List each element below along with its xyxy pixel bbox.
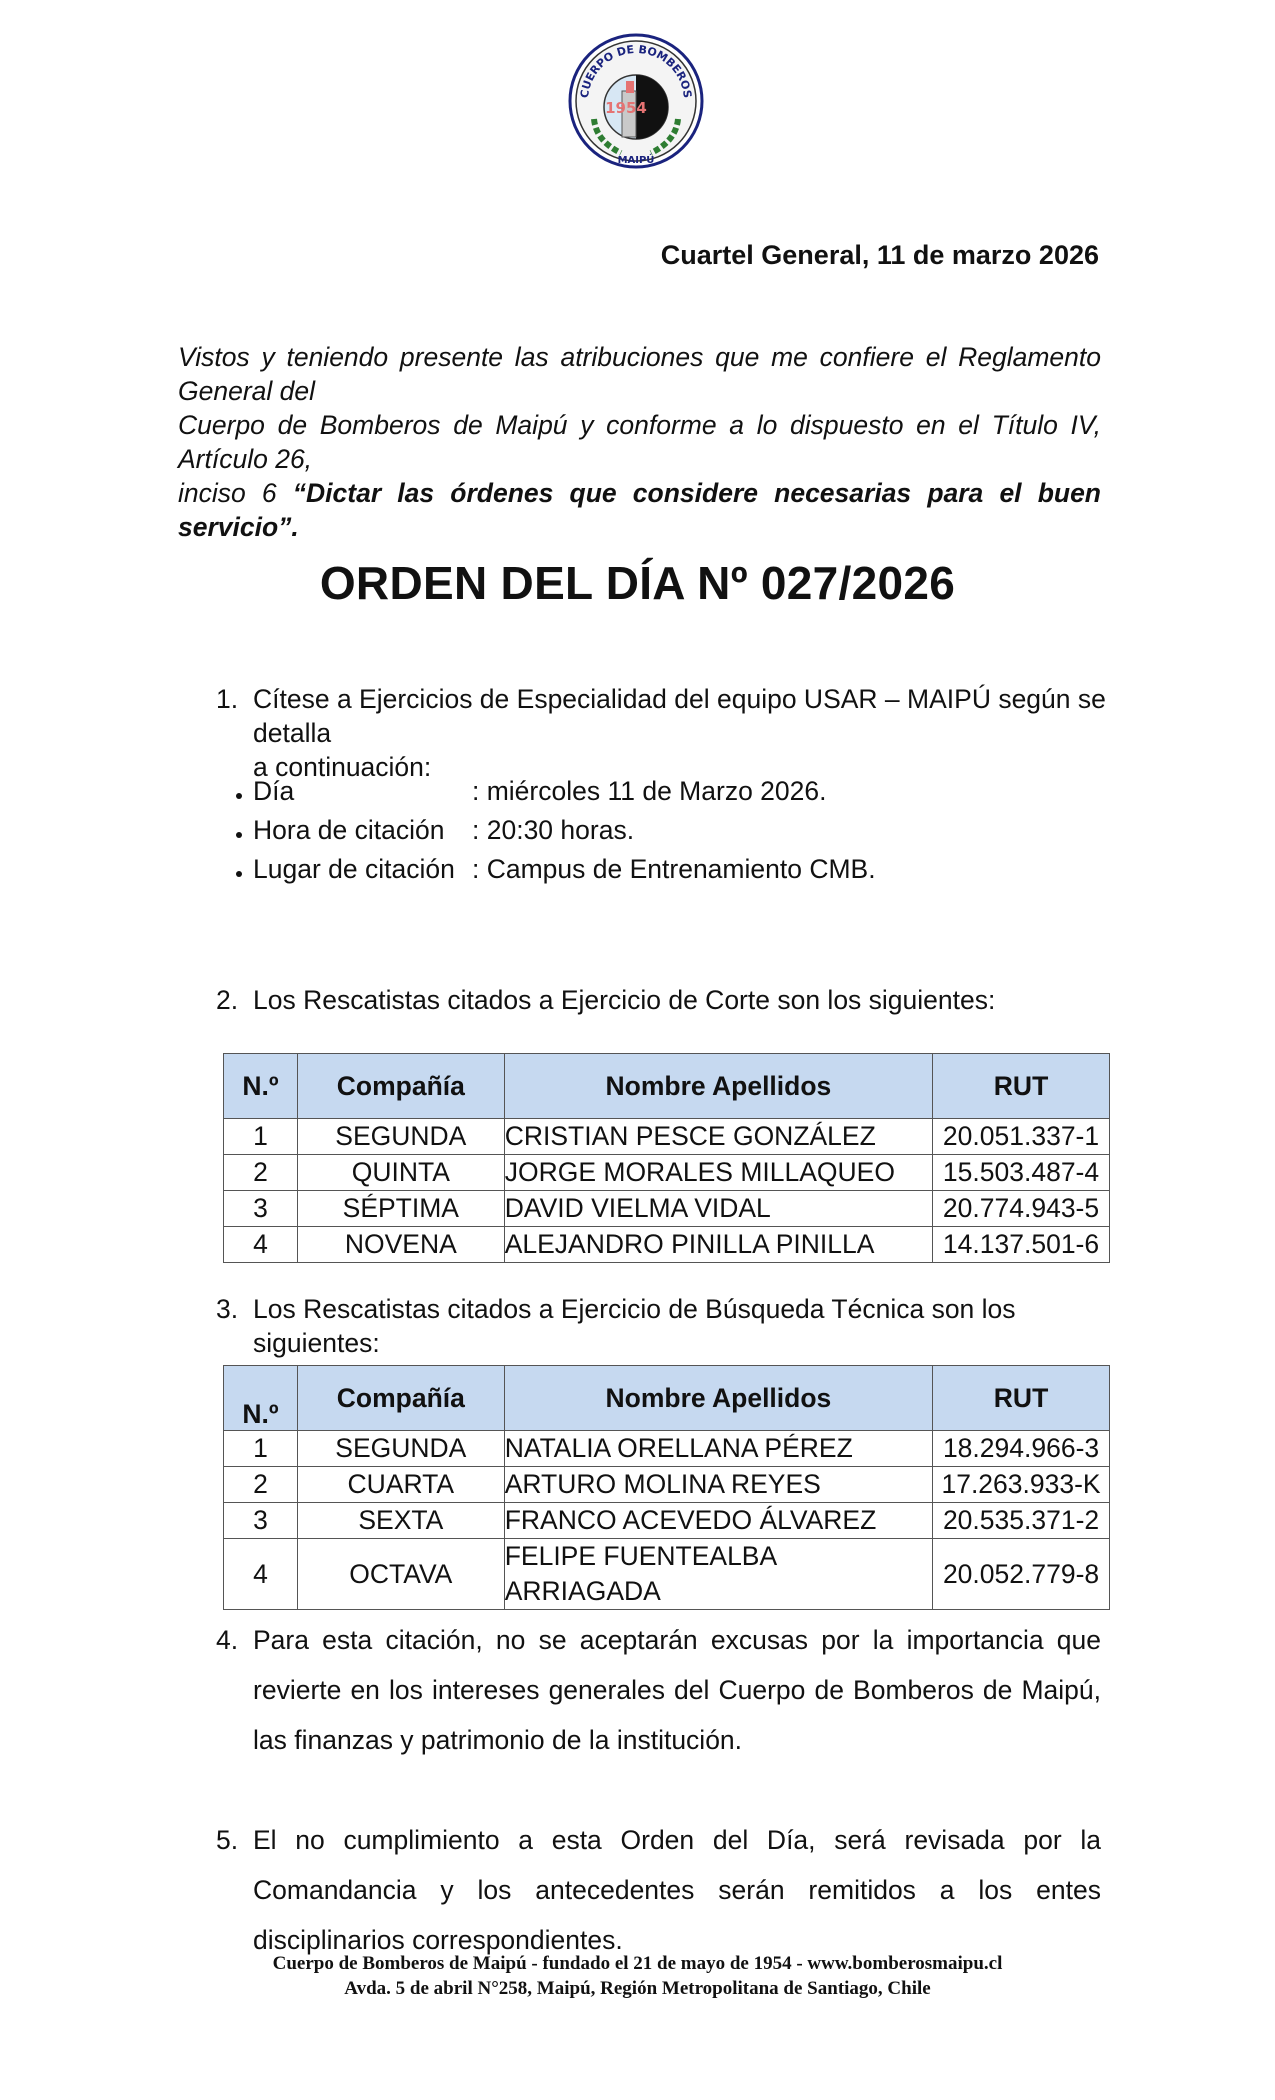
fire-department-logo bbox=[566, 31, 706, 171]
svg-text:1954: 1954 bbox=[605, 99, 647, 117]
search-exercise-table bbox=[223, 1365, 1110, 1610]
table-row bbox=[224, 1467, 1110, 1503]
footer-line-1: Cuerpo de Bomberos de Maipú - fundado el 21 de mayo de 1954 - www.bomberosmaipu.cl bbox=[272, 1953, 1003, 1974]
item-4 bbox=[216, 1615, 1101, 1765]
detail-label: Lugar de citación bbox=[253, 854, 455, 884]
bullet-icon bbox=[236, 871, 242, 877]
header-rut: RUT bbox=[933, 1054, 1110, 1119]
detail-label: Día bbox=[253, 776, 295, 806]
table-row bbox=[224, 1191, 1110, 1227]
preamble-quote: “Dictar las órdenes que considere necesarias para el buen servicio”. bbox=[178, 478, 1101, 542]
cell-company: SEGUNDA bbox=[297, 1119, 504, 1155]
cell-company: CUARTA bbox=[297, 1467, 504, 1503]
cell-name: ARTURO MOLINA REYES bbox=[504, 1467, 932, 1503]
cell-rut: 17.263.933-K bbox=[933, 1467, 1110, 1503]
detail-label: Hora de citación bbox=[253, 815, 445, 845]
cell-number: 4 bbox=[224, 1539, 298, 1610]
table-row bbox=[224, 1155, 1110, 1191]
cell-number: 1 bbox=[224, 1431, 298, 1467]
cell-name: CRISTIAN PESCE GONZÁLEZ bbox=[504, 1119, 932, 1155]
date-line: Cuartel General, 11 de marzo 2026 bbox=[660, 240, 1099, 270]
bullet-icon bbox=[236, 832, 242, 838]
item-2-number: 2. bbox=[216, 985, 239, 1015]
preamble-line-1: Vistos y teniendo presente las atribuciones que me confiere el Reglamento General del bbox=[178, 342, 1101, 406]
table-row bbox=[224, 1539, 1110, 1610]
item-4-text: Para esta citación, no se aceptarán excusas por la importancia que revierte en los intereses generales del Cuerpo de Bomberos de Maipú, las finanzas y patrimonio de la institución. bbox=[253, 1625, 1101, 1755]
detail-value: : 20:30 horas. bbox=[472, 815, 635, 845]
header-number: N.º bbox=[224, 1054, 298, 1119]
cell-number: 2 bbox=[224, 1155, 298, 1191]
item-5-number: 5. bbox=[216, 1825, 239, 1855]
page-title: ORDEN DEL DÍA Nº 027/2026 bbox=[319, 557, 956, 609]
item-1 bbox=[216, 682, 1116, 782]
cell-number: 2 bbox=[224, 1467, 298, 1503]
table-row bbox=[224, 1227, 1110, 1263]
bullet-icon bbox=[236, 793, 242, 799]
item-1-text bbox=[253, 682, 1116, 784]
cell-rut: 15.503.487-4 bbox=[933, 1155, 1110, 1191]
item-5 bbox=[216, 1815, 1101, 1965]
cell-rut: 14.137.501-6 bbox=[933, 1227, 1110, 1263]
item-2 bbox=[216, 983, 1116, 1019]
cell-name: ALEJANDRO PINILLA PINILLA bbox=[504, 1227, 932, 1263]
cell-company: OCTAVA bbox=[297, 1539, 504, 1610]
cell-rut: 20.774.943-5 bbox=[933, 1191, 1110, 1227]
cell-number: 3 bbox=[224, 1503, 298, 1539]
svg-text:MAIPÚ: MAIPÚ bbox=[617, 155, 655, 166]
footer bbox=[0, 1951, 1275, 2001]
cell-number: 1 bbox=[224, 1119, 298, 1155]
header-number: N.º bbox=[224, 1366, 298, 1431]
cell-number: 4 bbox=[224, 1227, 298, 1263]
detail-value: : miércoles 11 de Marzo 2026. bbox=[472, 776, 827, 806]
svg-text:CUERPO DE BOMBEROS: CUERPO DE BOMBEROS bbox=[578, 42, 694, 99]
item-5-text: El no cumplimiento a esta Orden del Día, será revisada por la Comandancia y los antecedentes serán remitidos a los entes disciplinarios correspondientes. bbox=[253, 1825, 1101, 1955]
header-company: Compañía bbox=[297, 1054, 504, 1119]
item-1-number: 1. bbox=[216, 684, 239, 714]
header-name: Nombre Apellidos bbox=[504, 1054, 932, 1119]
table-row bbox=[224, 1431, 1110, 1467]
preamble-line-2: Cuerpo de Bomberos de Maipú y conforme a lo dispuesto en el Título IV, Artículo 26, bbox=[178, 410, 1101, 474]
cell-company: QUINTA bbox=[297, 1155, 504, 1191]
cutting-exercise-table bbox=[223, 1053, 1110, 1263]
preamble-line-3-start: inciso 6 bbox=[178, 478, 293, 508]
cell-rut: 20.052.779-8 bbox=[933, 1539, 1110, 1610]
cell-company: SEGUNDA bbox=[297, 1431, 504, 1467]
item-3 bbox=[216, 1292, 1116, 1358]
cell-number: 3 bbox=[224, 1191, 298, 1227]
cell-name: JORGE MORALES MILLAQUEO bbox=[504, 1155, 932, 1191]
footer-line-2: Avda. 5 de abril N°258, Maipú, Región Metropolitana de Santiago, Chile bbox=[344, 1978, 931, 1999]
table-row bbox=[224, 1503, 1110, 1539]
table-row bbox=[224, 1119, 1110, 1155]
cell-name: FRANCO ACEVEDO ÁLVAREZ bbox=[504, 1503, 932, 1539]
cell-company: SÉPTIMA bbox=[297, 1191, 504, 1227]
cell-company: NOVENA bbox=[297, 1227, 504, 1263]
item-1-line-2: a continuación: bbox=[253, 752, 432, 782]
cell-rut: 18.294.966-3 bbox=[933, 1431, 1110, 1467]
preamble-line-3 bbox=[178, 476, 1101, 544]
header-rut: RUT bbox=[933, 1366, 1110, 1431]
cell-name: DAVID VIELMA VIDAL bbox=[504, 1191, 932, 1227]
cell-name: FELIPE FUENTEALBA ARRIAGADA bbox=[504, 1539, 932, 1610]
header-name: Nombre Apellidos bbox=[504, 1366, 932, 1431]
cell-rut: 20.051.337-1 bbox=[933, 1119, 1110, 1155]
item-4-number: 4. bbox=[216, 1625, 239, 1655]
table-header-row bbox=[224, 1366, 1110, 1431]
item-2-text: Los Rescatistas citados a Ejercicio de Corte son los siguientes: bbox=[253, 985, 996, 1015]
cell-name: NATALIA ORELLANA PÉREZ bbox=[504, 1431, 932, 1467]
cell-rut: 20.535.371-2 bbox=[933, 1503, 1110, 1539]
cell-company: SEXTA bbox=[297, 1503, 504, 1539]
detail-value: : Campus de Entrenamiento CMB. bbox=[472, 854, 876, 884]
preamble bbox=[178, 340, 1101, 544]
item-1-line-1: Cítese a Ejercicios de Especialidad del equipo USAR – MAIPÚ según se detalla bbox=[253, 684, 1106, 748]
header-company: Compañía bbox=[297, 1366, 504, 1431]
table-header-row bbox=[224, 1054, 1110, 1119]
item-3-text: Los Rescatistas citados a Ejercicio de Búsqueda Técnica son los siguientes: bbox=[253, 1294, 1016, 1358]
item-3-number: 3. bbox=[216, 1294, 239, 1324]
